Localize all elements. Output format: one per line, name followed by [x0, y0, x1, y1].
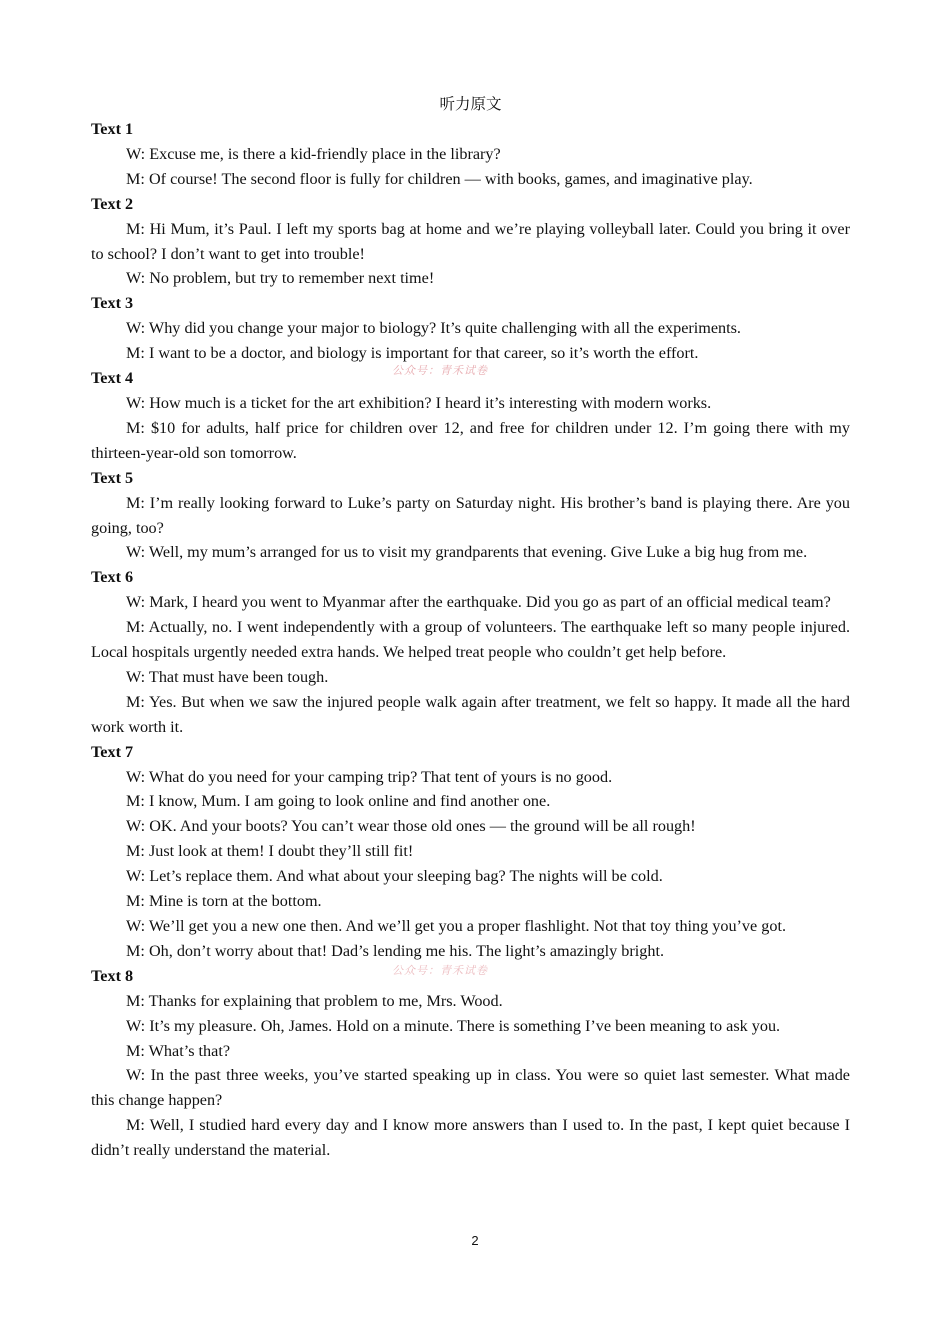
- watermark: 公众号：青禾试卷: [392, 364, 488, 377]
- dialogue-line: M: I’m really looking forward to Luke’s party on Saturday night. His brother’s band is playing there. Are you going, too?: [91, 493, 850, 537]
- dialogue-line: M: Thanks for explaining that problem to me, Mrs. Wood.: [126, 991, 503, 1010]
- text-heading: Text 5: [91, 468, 134, 487]
- text-heading: Text 7: [91, 742, 134, 761]
- dialogue-line: W: OK. And your boots? You can’t wear those old ones — the ground will be all rough!: [126, 817, 696, 836]
- document-page: [91, 92, 850, 1163]
- dialogue-line: W: We’ll get you a new one then. And we’ll get you a proper flashlight. Not that toy thing you’ve got.: [126, 917, 786, 935]
- dialogue-line: W: Why did you change your major to biology? It’s quite challenging with all the experiments.: [126, 319, 741, 338]
- dialogue-line: M: I know, Mum. I am going to look online and find another one.: [126, 792, 551, 811]
- text-heading: Text 6: [91, 568, 134, 587]
- dialogue-line: W: How much is a ticket for the art exhibition? I heard it’s interesting with modern works.: [126, 393, 712, 412]
- dialogue-line: M: Just look at them! I doubt they’ll still fit!: [126, 842, 414, 861]
- dialogue-line: W: Mark, I heard you went to Myanmar after the earthquake. Did you go as part of an official medical team?: [126, 593, 831, 612]
- dialogue-line: W: That must have been tough.: [126, 667, 329, 686]
- dialogue-line: W: No problem, but try to remember next time!: [126, 269, 435, 288]
- dialogue-line: M: Hi Mum, it’s Paul. I left my sports bag at home and we’re playing volleyball later. Could you bring it over to school? I don’t want to get into trouble!: [91, 219, 850, 263]
- text-heading: Text 3: [91, 294, 134, 313]
- text-heading: Text 8: [91, 966, 134, 985]
- dialogue-line: W: In the past three weeks, you’ve started speaking up in class. You were so quiet last semester. What made this change happen?: [91, 1066, 850, 1110]
- dialogue-line: M: I want to be a doctor, and biology is important for that career, so it’s worth the effort.: [126, 344, 699, 363]
- text-heading: Text 1: [91, 120, 134, 138]
- text-heading: Text 4: [91, 369, 134, 388]
- dialogue-line: M: What’s that?: [126, 1041, 231, 1060]
- dialogue-line: W: Excuse me, is there a kid-friendly place in the library?: [126, 144, 501, 163]
- dialogue-line: W: It’s my pleasure. Oh, James. Hold on a minute. There is something I’ve been meaning to ask you.: [126, 1016, 781, 1035]
- dialogue-line: M: Yes. But when we saw the injured people walk again after treatment, we felt so happy. It made all the hard work worth it.: [91, 692, 850, 736]
- dialogue-line: M: Actually, no. I went independently with a group of volunteers. The earthquake left so many people injured. Local hospitals urgently needed extra hands. We helped treat people who couldn’t get help before.: [91, 618, 850, 662]
- dialogue-line: M: Mine is torn at the bottom.: [126, 892, 322, 911]
- dialogue-line: W: Let’s replace them. And what about your sleeping bag? The nights will be cold.: [126, 867, 663, 886]
- dialogue-line: W: What do you need for your camping trip? That tent of yours is no good.: [126, 767, 613, 786]
- page-number: 2: [471, 1233, 479, 1248]
- transcript-sections: [91, 117, 850, 1163]
- page-title: 听力原文: [439, 95, 502, 113]
- dialogue-line: M: Oh, don’t worry about that! Dad’s lending me his. The light’s amazingly bright.: [126, 941, 665, 960]
- dialogue-line: M: $10 for adults, half price for children over 12, and free for children under 12. I’m going there with my thirteen-year-old son tomorrow.: [91, 418, 850, 462]
- dialogue-line: M: Well, I studied hard every day and I know more answers than I used to. In the past, I kept quiet because I didn’t really understand the material.: [91, 1116, 850, 1160]
- watermark: 公众号：青禾试卷: [392, 964, 488, 977]
- dialogue-line: W: Well, my mum’s arranged for us to visit my grandparents that evening. Give Luke a big hug from me.: [126, 543, 808, 562]
- text-heading: Text 2: [91, 194, 134, 213]
- dialogue-line: M: Of course! The second floor is fully for children — with books, games, and imaginative play.: [126, 169, 753, 188]
